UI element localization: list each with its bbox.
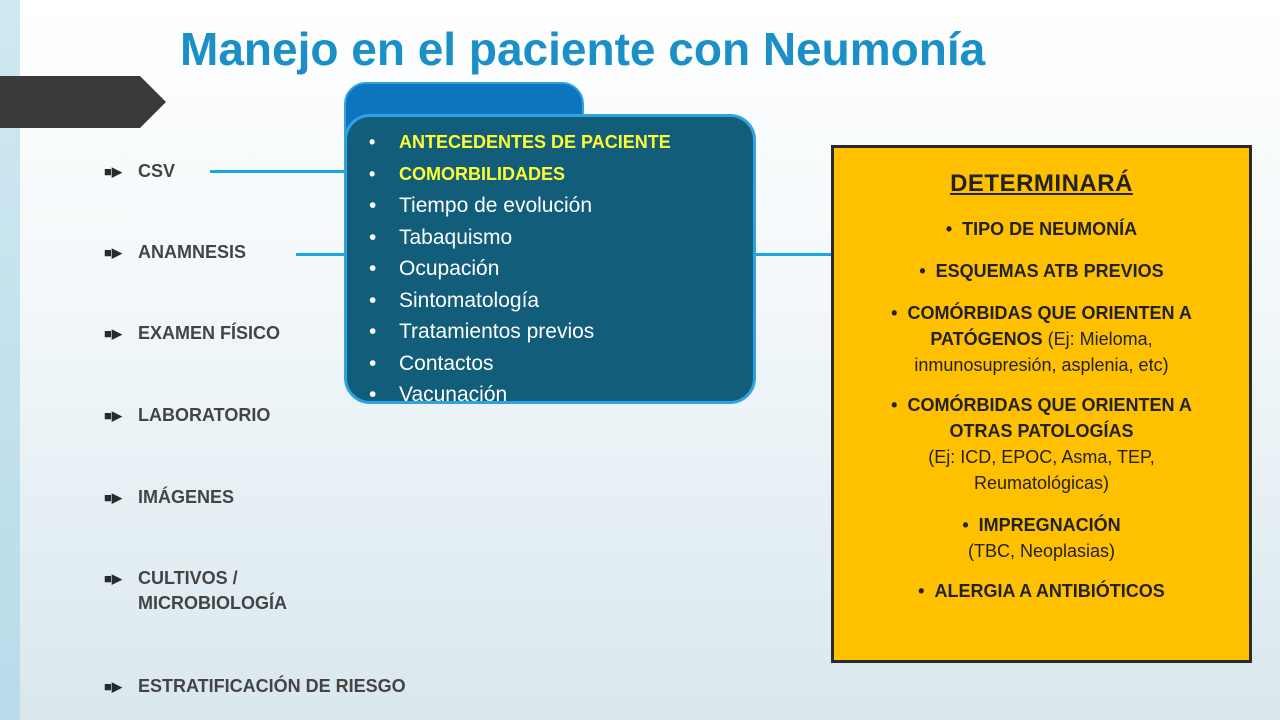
determinara-item-note: (Ej: Mieloma, xyxy=(1042,329,1153,349)
arrow-bullet-icon: ■▶ xyxy=(104,679,122,694)
bullet-dot-icon: • xyxy=(962,515,969,535)
determinara-item xyxy=(847,392,1237,496)
list-item-label-line1: CULTIVOS / xyxy=(138,568,238,588)
slide-title: Manejo en el paciente con Neumonía xyxy=(180,23,986,75)
list-item-label-line2: MICROBIOLOGÍA xyxy=(138,593,287,613)
anamnesis-item: • COMORBILIDADES xyxy=(369,159,753,191)
determinara-item xyxy=(847,216,1237,242)
determinara-item-text: TIPO DE NEUMONÍA xyxy=(962,219,1138,239)
list-item-label: LABORATORIO xyxy=(138,405,271,425)
determinara-item xyxy=(847,258,1237,284)
list-item-label: ANAMNESIS xyxy=(138,242,247,262)
list-item-examen-fisico xyxy=(104,321,280,346)
determinara-item-note: (TBC, Neoplasias) xyxy=(967,541,1116,561)
connector-csv xyxy=(210,170,360,173)
anamnesis-item: • Vacunación xyxy=(369,379,753,411)
list-item-cultivos xyxy=(104,566,287,616)
bullet-dot-icon: • xyxy=(919,261,926,281)
arrow-bullet-icon: ■▶ xyxy=(104,326,122,341)
arrow-bullet-icon: ■▶ xyxy=(104,408,122,423)
anamnesis-item: • Tiempo de evolución xyxy=(369,190,753,222)
arrow-bullet-icon: ■▶ xyxy=(104,164,122,179)
anamnesis-item: • Sintomatología xyxy=(369,285,753,317)
determinara-item-text: ALERGIA A ANTIBIÓTICOS xyxy=(934,581,1165,601)
list-item-anamnesis xyxy=(104,240,246,265)
list-item-imagenes xyxy=(104,485,234,510)
anamnesis-item: • Tabaquismo xyxy=(369,222,753,254)
anamnesis-details-box xyxy=(344,114,756,404)
list-item-csv xyxy=(104,159,175,184)
list-item-estratificacion xyxy=(104,674,406,699)
determinara-item-note: inmunosupresión, asplenia, etc) xyxy=(914,355,1169,375)
arrow-bullet-icon: ■▶ xyxy=(104,245,122,260)
determinara-item-note: Reumatológicas) xyxy=(973,473,1110,493)
bullet-dot-icon: • xyxy=(891,395,898,415)
determinara-item-text: COMÓRBIDAS QUE ORIENTEN A xyxy=(907,395,1192,415)
list-item-label xyxy=(138,566,287,616)
list-item-label: IMÁGENES xyxy=(138,487,235,507)
determinara-box xyxy=(831,145,1252,663)
determinara-item xyxy=(847,578,1237,604)
determinara-item-text: COMÓRBIDAS QUE ORIENTEN A xyxy=(907,303,1192,323)
determinara-item xyxy=(847,512,1237,564)
determinara-item-text: IMPREGNACIÓN xyxy=(978,515,1121,535)
anamnesis-item: • ANTECEDENTES DE PACIENTE xyxy=(369,127,753,159)
bullet-dot-icon: • xyxy=(945,219,953,239)
bullet-dot-icon: • xyxy=(891,303,898,323)
arrow-bullet-icon: ■▶ xyxy=(104,571,122,586)
anamnesis-item: • Contactos xyxy=(369,348,753,380)
anamnesis-details-list xyxy=(347,117,753,411)
list-item-label: EXAMEN FÍSICO xyxy=(138,323,281,343)
list-item-label: ESTRATIFICACIÓN DE RIESGO xyxy=(138,676,406,696)
determinara-item xyxy=(847,300,1237,378)
determinara-item-text: PATÓGENOS xyxy=(930,329,1043,349)
determinara-heading: DETERMINARÁ xyxy=(950,170,1133,197)
connector-determinara xyxy=(756,253,832,256)
anamnesis-item: • Tratamientos previos xyxy=(369,316,753,348)
anamnesis-item: • Ocupación xyxy=(369,253,753,285)
determinara-item-text: ESQUEMAS ATB PREVIOS xyxy=(935,261,1164,281)
list-item-laboratorio xyxy=(104,403,270,428)
arrow-bullet-icon: ■▶ xyxy=(104,490,122,505)
determinara-item-text: OTRAS PATOLOGÍAS xyxy=(949,421,1134,441)
slide-tab-decoration xyxy=(0,76,166,128)
list-item-label: CSV xyxy=(138,161,176,181)
determinara-item-note: (Ej: ICD, EPOC, Asma, TEP, xyxy=(928,447,1155,467)
bullet-dot-icon: • xyxy=(918,581,925,601)
